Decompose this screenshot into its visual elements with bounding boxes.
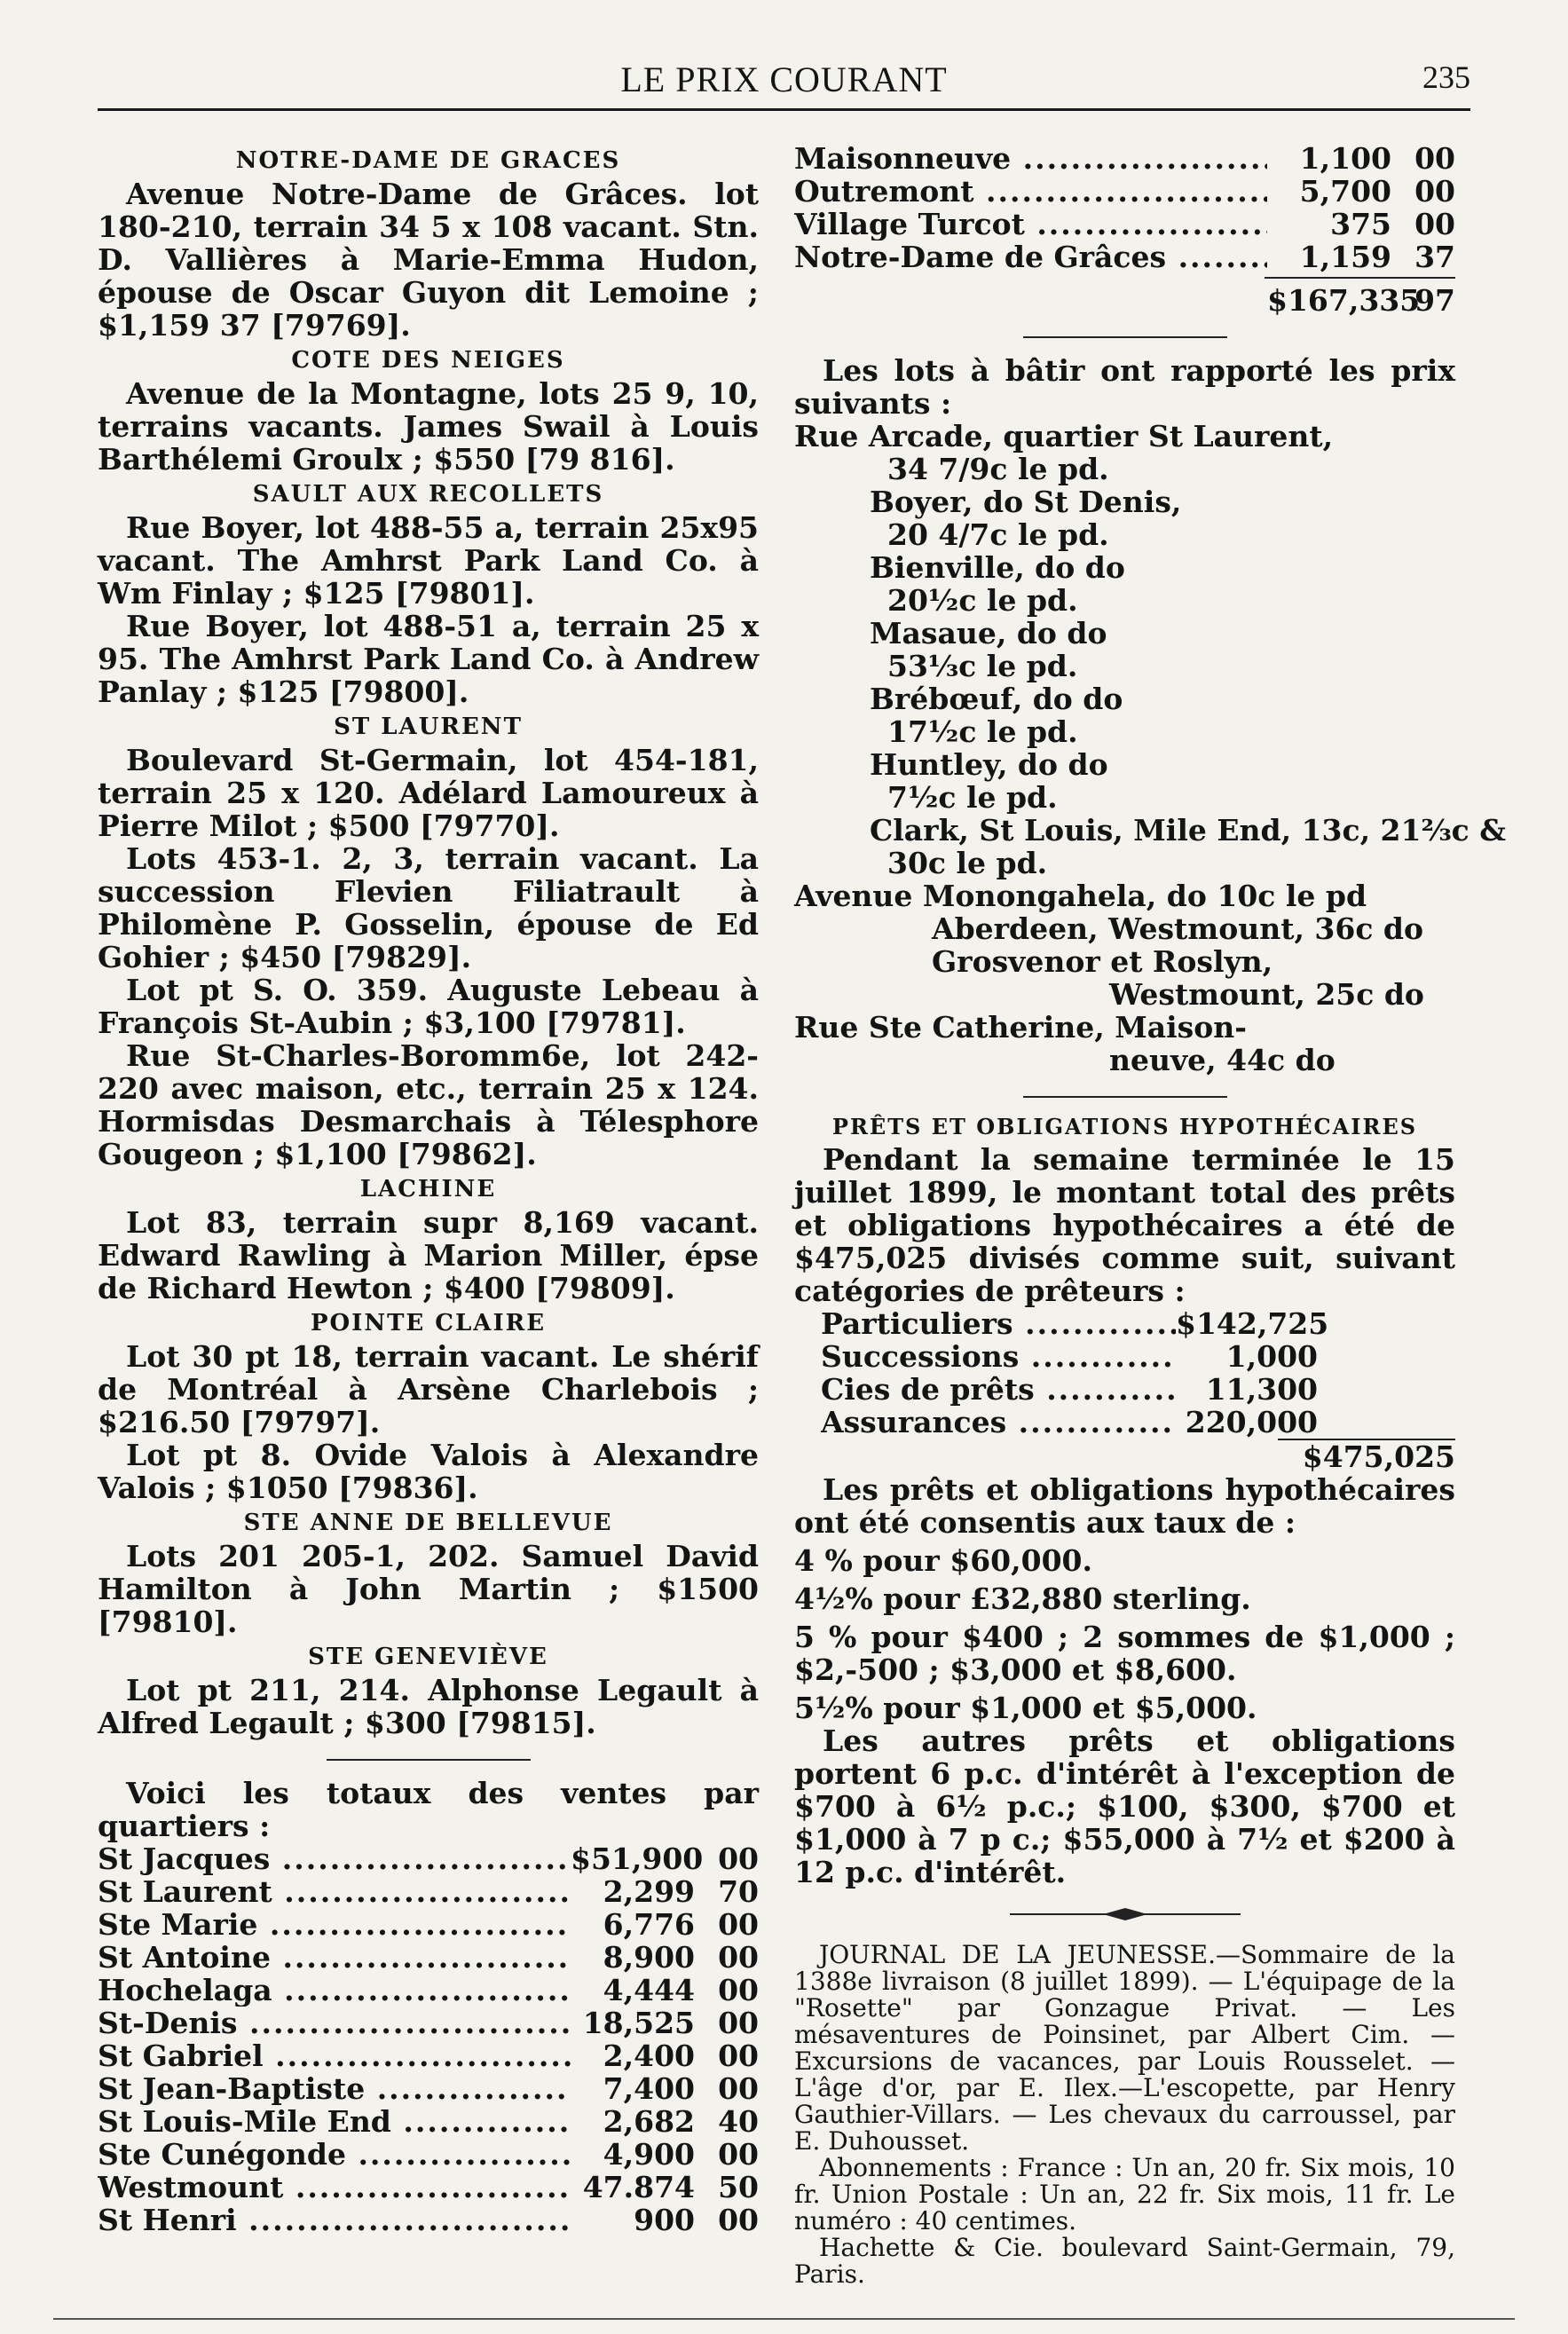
lender-name: Particuliers ..... — [821, 1307, 1176, 1340]
amount-cents: 00 — [718, 2071, 759, 2106]
loans-paragraph: Pendant la semaine terminée le 15 juillet 1899, le montant total des prêts et obligations hypothécaires a été de $475,025 divisés comme suit, suivant catégories de prêteurs : — [794, 1142, 1455, 1308]
lot-price-line: Brébœuf, do do — [870, 682, 1123, 716]
grand-total-cents: 97 — [1414, 283, 1455, 318]
section-heading: ST LAURENT — [334, 714, 523, 740]
loans-total: $475,025 — [1278, 1439, 1455, 1473]
lender-amount: 11,300 — [1205, 1372, 1318, 1407]
lots-intro: Les lots à bâtir ont rapporté les prix suivants : — [794, 353, 1455, 421]
sale-entry: Rue Boyer, lot 488-55 a, terrain 25x95 vacant. The Amhrst Park Land Co. à Wm Finlay ; $125 [79801]. — [98, 510, 759, 611]
bottom-rule — [53, 2318, 1515, 2320]
sale-entry: Lots 453-1. 2, 3, terrain vacant. La succession Flevien Filiatrault à Philomène P. Gosselin, épouse de Ed Gohier ; $450 [79829]. — [98, 841, 759, 974]
district-name: St Jean-Baptiste ..... — [98, 2072, 571, 2105]
lot-price-line: Bienville, do do — [870, 550, 1125, 585]
amount-cents: 00 — [718, 2137, 759, 2172]
lot-price-line: 53⅓c le pd. — [887, 649, 1078, 683]
lender-name: Assurances ..... — [821, 1406, 1176, 1439]
lot-price-line: neuve, 44c do — [1109, 1043, 1336, 1077]
grand-total-row — [794, 284, 1455, 317]
total-row — [794, 208, 1455, 240]
lender-categories — [821, 1306, 1329, 1439]
amount-dollars: 6,776 — [603, 1907, 695, 1942]
amount-dollars: 7,400 — [603, 2071, 695, 2106]
district-name: St Antoine ..... — [98, 1941, 571, 1974]
rate-line: 5½% pour $1,000 et $5,000. — [794, 1691, 1257, 1725]
district-name: Ste Marie ..... — [98, 1908, 571, 1941]
total-row — [98, 2138, 759, 2171]
district-name: Village Turcot ..... — [794, 208, 1267, 240]
amount-cents: 40 — [718, 2104, 759, 2139]
amount-cents: 50 — [718, 2170, 759, 2204]
lender-name: Cies de prêts ..... — [821, 1373, 1176, 1406]
right-column — [794, 141, 1507, 2289]
sale-entry: Rue Boyer, lot 488-51 a, terrain 25 x 95. The Amhrst Park Land Co. à Andrew Panlay ; $125 [79800]. — [98, 609, 759, 709]
lender-amount: $142,725 — [1176, 1306, 1329, 1341]
lender-amount: 1,000 — [1225, 1339, 1318, 1374]
total-row — [794, 240, 1455, 273]
total-row — [98, 1941, 759, 1974]
running-head — [98, 55, 1470, 111]
total-rule — [1265, 277, 1455, 279]
district-name: Hochelaga ..... — [98, 1974, 571, 2007]
total-row — [98, 2105, 759, 2138]
section-heading: STE GENEVIÈVE — [308, 1644, 548, 1670]
lot-price-line: 30c le pd. — [887, 846, 1048, 880]
rate-line: 4 % pour $60,000. — [794, 1543, 1092, 1578]
journal-notice: JOURNAL DE LA JEUNESSE.—Sommaire de la 1388e livraison (8 juillet 1899). — L'équipage de la "Rosette" par Gonzague Privat. — Les mésaventures de Poinsinet, par Albert Cim. — Excursions de vacances, par Louis Rousselet. — L'âge d'or, par E. Ilex.—L'escopette, par Henry Gauthier-Villars. — Les chevaux du carroussel, par E. Duhousset. — [794, 1940, 1455, 2156]
district-name: Ste Cunégonde ..... — [98, 2138, 571, 2171]
lender-amount: 220,000 — [1185, 1405, 1318, 1439]
lot-price-line: Rue Arcade, quartier St Laurent, — [794, 419, 1334, 453]
amount-cents: 00 — [718, 1907, 759, 1942]
district-name: St Jacques ..... — [98, 1842, 571, 1875]
amount-cents: 00 — [718, 2038, 759, 2073]
page-number: 235 — [1422, 59, 1470, 95]
lender-row — [821, 1340, 1318, 1373]
lot-price-line: Avenue Monongahela, do 10c le pd — [794, 879, 1367, 913]
totals-intro: Voici les totaux des ventes par quartiers : — [98, 1776, 759, 1843]
amount-dollars: 4,444 — [603, 1973, 695, 2007]
district-name: Notre-Dame de Grâces ..... — [794, 240, 1267, 273]
district-name: St-Denis ..... — [98, 2007, 571, 2039]
rates-list — [794, 1544, 1455, 1724]
divider — [1023, 1096, 1227, 1098]
sale-entry: Lots 201 205-1, 202. Samuel David Hamilton à John Martin ; $1500 [79810]. — [98, 1539, 759, 1639]
amount-cents: 00 — [718, 1973, 759, 2007]
amount-dollars: 4,900 — [603, 2137, 695, 2172]
lot-price-line: Rue Ste Catherine, Maison- — [794, 1010, 1247, 1045]
sale-entry: Avenue Notre-Dame de Grâces. lot 180-210, terrain 34 5 x 108 vacant. Stn. D. Vallières à Marie-Emma Hudon, épouse de Oscar Guyon dit Lemoine ; $1,159 37 [79769]. — [98, 177, 759, 343]
amount-dollars: 5,700 — [1299, 174, 1391, 209]
rate-line: 4½% pour £32,880 sterling. — [794, 1581, 1251, 1616]
sale-entry: Rue St-Charles-Boromm6e, lot 242-220 avec maison, etc., terrain 25 x 124. Hormisdas Desmarchais à Télesphore Gougeon ; $1,100 [79862]. — [98, 1038, 759, 1171]
amount-cents: 00 — [1414, 207, 1455, 241]
amount-dollars: 1,159 — [1299, 240, 1391, 274]
district-name: St Louis-Mile End ..... — [98, 2105, 571, 2138]
total-row — [98, 2039, 759, 2072]
ornament-divider — [794, 1906, 1455, 1926]
amount-dollars: 900 — [634, 2203, 695, 2237]
lot-price-line: Masaue, do do — [870, 616, 1107, 651]
amount-cents: 00 — [718, 2006, 759, 2040]
total-row — [794, 175, 1455, 208]
amount-dollars: 1,100 — [1299, 141, 1391, 176]
sale-entry: Lot pt 211, 214. Alphonse Legault à Alfred Legault ; $300 [79815]. — [98, 1673, 759, 1740]
sale-entry: Boulevard St-Germain, lot 454-181, terrain 25 x 120. Adélard Lamoureux à Pierre Milot ; $500 [79770]. — [98, 743, 759, 843]
divider — [1023, 336, 1227, 338]
district-name: Outremont ..... — [794, 175, 1267, 208]
lot-price-line: Aberdeen, Westmount, 36c do — [932, 911, 1424, 946]
lot-price-line: 20 4/7c le pd. — [887, 517, 1109, 552]
total-row — [98, 1842, 759, 1875]
lot-price-line: Westmount, 25c do — [1109, 977, 1424, 1012]
amount-cents: 00 — [718, 2203, 759, 2237]
total-row — [98, 1908, 759, 1941]
lot-price-line: Huntley, do do — [870, 747, 1108, 782]
left-column — [98, 142, 759, 2236]
grand-total-dollars: $167,335 — [1267, 283, 1421, 318]
lender-name: Successions ..... — [821, 1340, 1176, 1373]
district-totals-continued — [794, 142, 1455, 273]
sale-entry: Avenue de la Montagne, lots 25 9, 10, terrains vacants. James Swail à Louis Barthélemi Groulx ; $550 [79 816]. — [98, 376, 759, 477]
section-heading: SAULT AUX RECOLLETS — [252, 481, 604, 508]
section-heading: POINTE CLAIRE — [310, 1310, 547, 1337]
loans-total-row — [794, 1439, 1455, 1473]
amount-dollars: 2,682 — [603, 2104, 695, 2139]
lot-price-line: 7½c le pd. — [887, 780, 1058, 815]
section-heading: NOTRE-DAME DE GRACES — [235, 147, 621, 174]
page-title: LE PRIX COURANT — [620, 59, 948, 99]
lot-price-line: Grosvenor et Roslyn, — [932, 944, 1273, 979]
amount-cents: 00 — [718, 1940, 759, 1975]
sale-entry: Lot 83, terrain supr 8,169 vacant. Edward Rawling à Marion Miller, épse de Richard Hewton ; $400 [79809]. — [98, 1205, 759, 1305]
amount-dollars: 375 — [1330, 207, 1391, 241]
lender-row — [821, 1406, 1318, 1439]
ornament-rule-icon — [1010, 1906, 1241, 1922]
lot-price-line: 34 7/9c le pd. — [887, 452, 1109, 486]
lot-price-line: 20½c le pd. — [887, 583, 1078, 618]
sale-entry: Lot pt S. O. 359. Auguste Lebeau à François St-Aubin ; $3,100 [79781]. — [98, 973, 759, 1040]
amount-dollars: 18,525 — [582, 2006, 695, 2040]
lot-prices-list — [794, 419, 1507, 1077]
amount-cents: 00 — [1414, 141, 1455, 176]
rate-line: 5 % pour $400 ; 2 sommes de $1,000 ; $2,-500 ; $3,000 et $8,600. — [794, 1620, 1455, 1687]
lender-row — [821, 1373, 1318, 1406]
journal-publisher: Hachette & Cie. boulevard Saint-Germain, 79, Paris. — [794, 2233, 1455, 2289]
section-heading: STE ANNE DE BELLEVUE — [243, 1510, 613, 1536]
district-name: St Henri ..... — [98, 2204, 571, 2236]
lot-price-line: Boyer, do St Denis, — [870, 485, 1182, 519]
district-name: St Gabriel ..... — [98, 2039, 571, 2072]
amount-dollars: 2,299 — [603, 1874, 695, 1909]
lender-row — [821, 1306, 1329, 1341]
sale-entry: Lot pt 8. Ovide Valois à Alexandre Valois ; $1050 [79836]. — [98, 1438, 759, 1505]
total-row — [98, 2171, 759, 2204]
amount-cents: 37 — [1414, 240, 1455, 274]
amount-cents: 70 — [718, 1874, 759, 1909]
section-heading: PRÊTS ET OBLIGATIONS HYPOTHÉCAIRES — [831, 1114, 1418, 1139]
district-name: Maisonneuve ..... — [794, 142, 1267, 175]
total-row — [98, 1875, 759, 1908]
sale-entry: Lot 30 pt 18, terrain vacant. Le shérif de Montréal à Arsène Charlebois ; $216.50 [79797]. — [98, 1339, 759, 1439]
journal-subscription: Abonnements : France : Un an, 20 fr. Six mois, 10 fr. Union Postale : Un an, 22 fr. Six mois, 11 fr. Le numéro : 40 centimes. — [794, 2153, 1455, 2235]
lot-price-line: 17½c le pd. — [887, 714, 1078, 749]
amount-dollars: 47.874 — [582, 2170, 695, 2204]
district-name: St Laurent ..... — [98, 1875, 571, 1908]
lot-price-line: Clark, St Louis, Mile End, 13c, 21⅔c & — [870, 813, 1507, 848]
amount-dollars: $51,900 — [571, 1841, 704, 1876]
total-row — [98, 2007, 759, 2039]
section-heading: LACHINE — [359, 1176, 497, 1202]
other-rates: Les autres prêts et obligations portent 6 p.c. d'intérêt à l'exception de $700 à 6½ p.c.; $100, $300, $700 et $1,000 à 7 p c.; $55,000 à 7½ et $200 à 12 p.c. d'intérêt. — [794, 1723, 1455, 1889]
total-row — [98, 2204, 759, 2236]
amount-cents: 00 — [1414, 174, 1455, 209]
total-row — [98, 1974, 759, 2007]
rates-intro: Les prêts et obligations hypothécaires ont été consentis aux taux de : — [794, 1472, 1455, 1540]
total-row — [794, 142, 1455, 175]
amount-dollars: 2,400 — [603, 2038, 695, 2073]
district-totals-table — [98, 1842, 759, 2236]
section-heading: COTE DES NEIGES — [291, 347, 565, 374]
amount-dollars: 8,900 — [603, 1940, 695, 1975]
divider — [327, 1759, 531, 1761]
district-name: Westmount ..... — [98, 2171, 571, 2204]
amount-cents: 00 — [718, 1841, 759, 1876]
total-row — [98, 2072, 759, 2105]
